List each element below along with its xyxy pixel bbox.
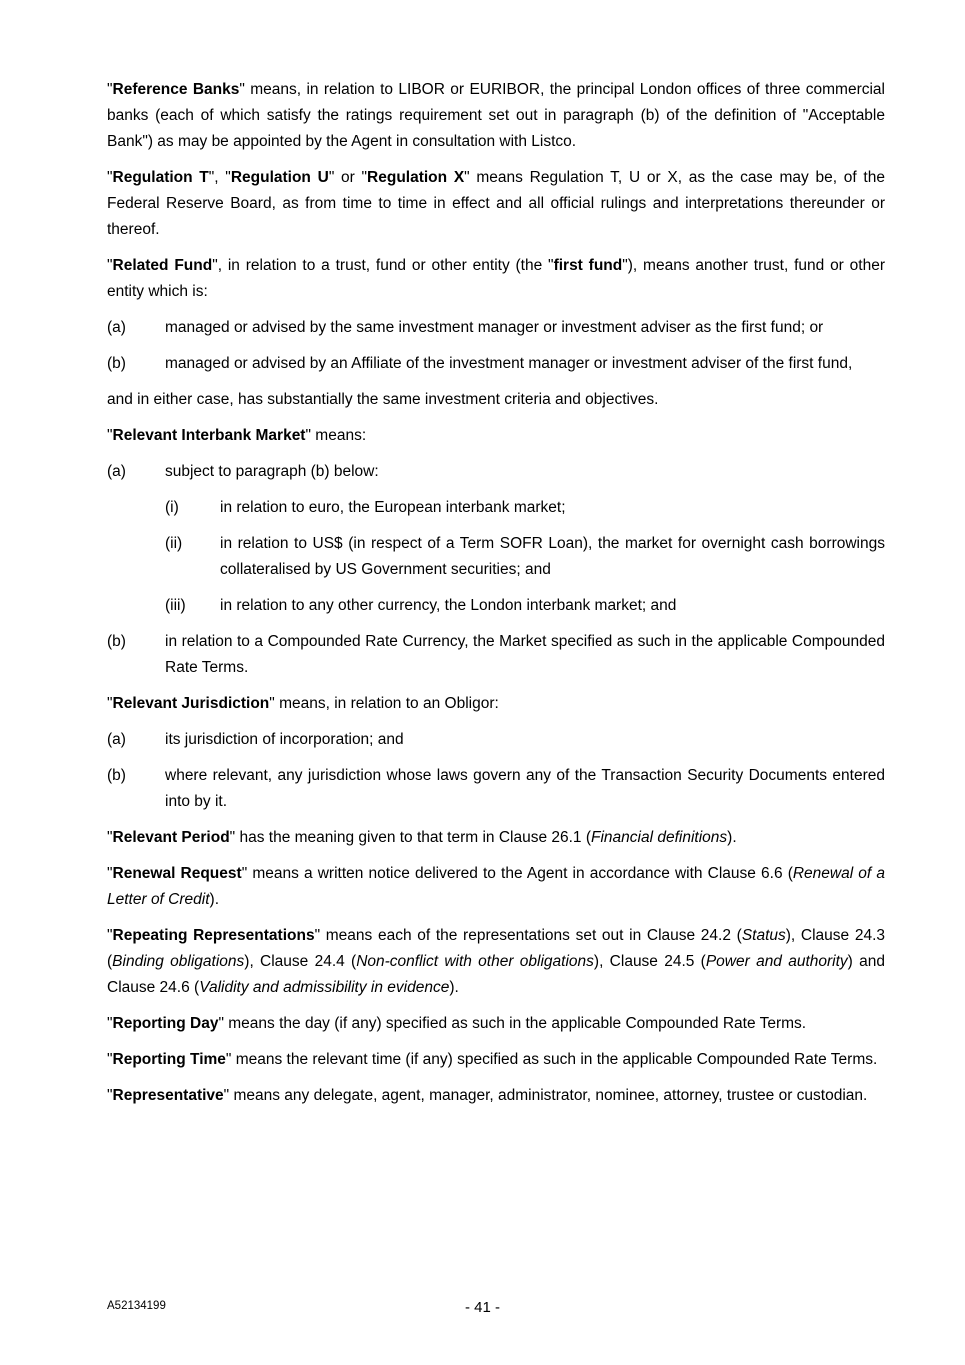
sub-list-item: (iii) in relation to any other currency, the London interbank market; and (165, 593, 885, 619)
defined-term: Related Fund (112, 257, 213, 274)
defined-term: Renewal Request (112, 865, 242, 882)
sub-list-item: (ii) in relation to US$ (in respect of a Term SOFR Loan), the market for overnight cash borrowings collateralised by US Government securities; and (165, 531, 885, 583)
defined-term: Relevant Period (112, 829, 230, 846)
defined-term: Repeating Representations (112, 927, 315, 944)
defined-term: Reference Banks (112, 81, 240, 98)
clause-title: Non-conflict with other obligations (356, 953, 594, 970)
defined-term: Regulation U (230, 169, 329, 186)
defined-term: first fund (553, 257, 623, 274)
defined-term: Regulation X (367, 169, 465, 186)
list-label: (b) (107, 633, 126, 650)
definition-representative: "Representative" means any delegate, agent, manager, administrator, nominee, attorney, trustee or custodian. (107, 1087, 868, 1104)
clause-title: Status (741, 927, 786, 944)
list-item: (b) where relevant, any jurisdiction whose laws govern any of the Transaction Security Documents entered into by it. (107, 763, 885, 815)
related-fund-tail: and in either case, has substantially the same investment criteria and objectives. (107, 391, 659, 408)
defined-term: Reporting Time (112, 1051, 226, 1068)
definition-reference-banks: "Reference Banks" means, in relation to LIBOR or EURIBOR, the principal London offices of three commercial banks (each of which satisfy the ratings requirement set out in paragraph (b) of the definition of "Acceptable Bank") as may be appointed by the Agent in consultation with Listco. (107, 81, 885, 150)
list-label: (ii) (165, 535, 183, 552)
document-id: A52134199 (107, 1300, 166, 1312)
list-label: (a) (107, 731, 126, 748)
defined-term: Regulation T (112, 169, 209, 186)
list-label: (a) (107, 319, 126, 336)
definition-reporting-day: "Reporting Day" means the day (if any) specified as such in the applicable Compounded Rate Terms. (107, 1015, 807, 1032)
sub-list-item: (i) in relation to euro, the European interbank market; (165, 495, 885, 521)
definition-repeating-representations: "Repeating Representations" means each of the representations set out in Clause 24.2 (Status), Clause 24.3 (Binding obligations), Clause 24.4 (Non-conflict with other obligations), Clause 24.5 (Power and authority) and Clause 24.6 (Validity and admissibility in evidence). (107, 927, 885, 996)
clause-title: Financial definitions (591, 829, 728, 846)
list-label: (b) (107, 355, 126, 372)
definition-renewal-request: "Renewal Request" means a written notice delivered to the Agent in accordance with Clause 6.6 (Renewal of a Letter of Credit). (107, 865, 885, 908)
definition-relevant-jurisdiction: "Relevant Jurisdiction" means, in relation to an Obligor: (107, 695, 499, 712)
list-label: (iii) (165, 597, 186, 614)
list-label: (i) (165, 499, 179, 516)
clause-title: Renewal of a Letter of Credit (107, 865, 885, 908)
defined-term: Reporting Day (112, 1015, 219, 1032)
definition-relevant-interbank-market: "Relevant Interbank Market" means: (107, 427, 367, 444)
definition-related-fund: "Related Fund", in relation to a trust, fund or other entity (the "first fund"), means another trust, fund or other entity which is: (107, 257, 886, 300)
list-item: (b) managed or advised by an Affiliate of the investment manager or investment adviser of the first fund, (107, 351, 885, 377)
definition-reporting-time: "Reporting Time" means the relevant time (if any) specified as such in the applicable Compounded Rate Terms. (107, 1051, 878, 1068)
definition-regulation: "Regulation T", "Regulation U" or "Regulation X" means Regulation T, U or X, as the case may be, of the Federal Reserve Board, as from time to time in effect and all official rulings and interpretations thereunder or thereof. (107, 169, 885, 238)
page-number: - 41 - (464, 1299, 500, 1316)
clause-title: Power and authority (705, 953, 848, 970)
document-body (107, 77, 885, 1119)
defined-term: Representative (112, 1087, 224, 1104)
list-label: (b) (107, 767, 126, 784)
list-item: (a) subject to paragraph (b) below: (107, 459, 885, 485)
clause-title: Validity and admissibility in evidence (199, 979, 450, 996)
defined-term: Relevant Jurisdiction (112, 695, 270, 712)
list-label: (a) (107, 463, 126, 480)
list-item: (a) managed or advised by the same investment manager or investment adviser as the first fund; or (107, 315, 885, 341)
definition-relevant-period: "Relevant Period" has the meaning given to that term in Clause 26.1 (Financial definitions). (107, 829, 737, 846)
list-item: (a) its jurisdiction of incorporation; and (107, 727, 885, 753)
list-item: (b) in relation to a Compounded Rate Currency, the Market specified as such in the applicable Compounded Rate Terms. (107, 629, 885, 681)
clause-title: Binding obligations (112, 953, 245, 970)
defined-term: Relevant Interbank Market (112, 427, 306, 444)
